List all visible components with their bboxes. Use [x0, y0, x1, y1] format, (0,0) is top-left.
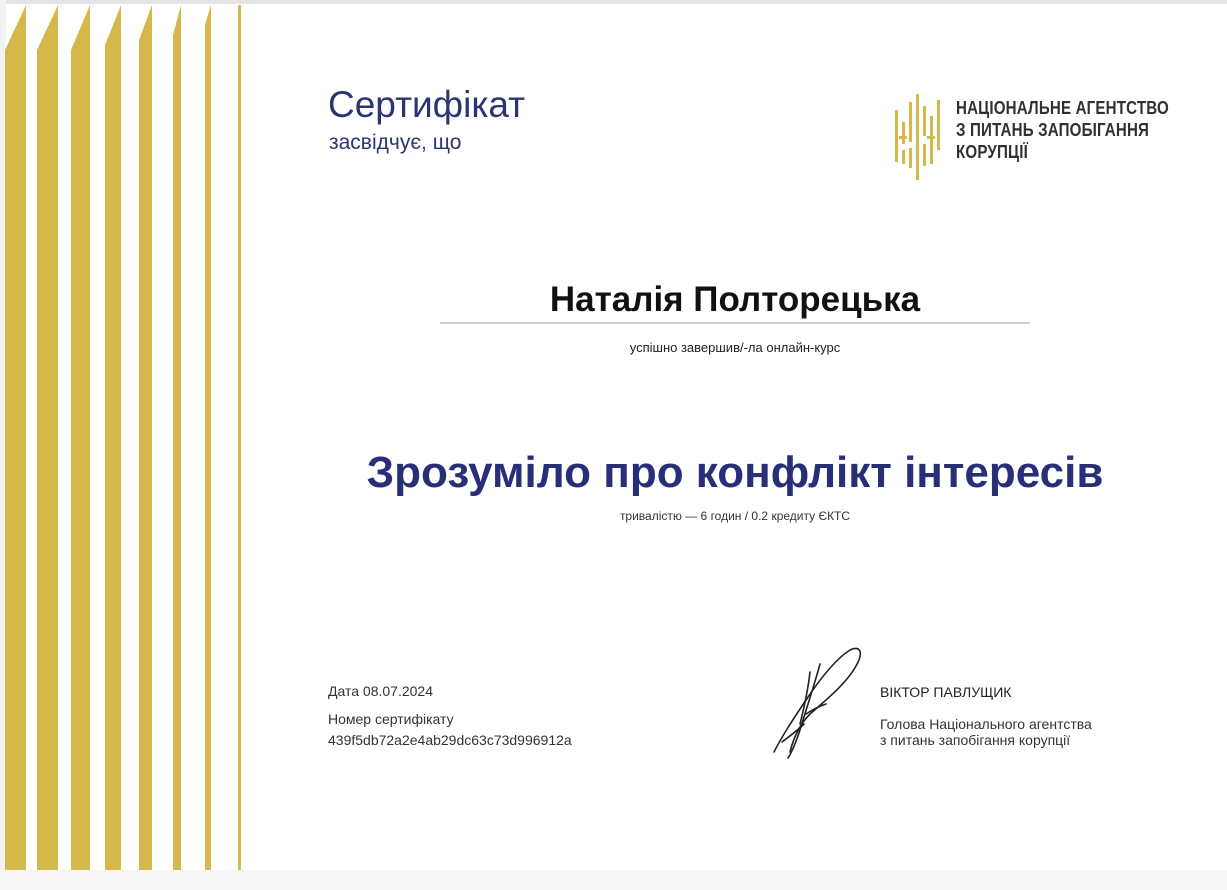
decorative-gold-stripes	[0, 0, 250, 870]
issue-date	[328, 683, 433, 699]
signatory-title-line: з питань запобігання корупції	[880, 732, 1071, 748]
gold-stripe	[205, 5, 211, 870]
handwritten-signature-icon	[760, 640, 870, 765]
course-title: Зрозуміло про конфлікт інтересів	[366, 448, 1104, 497]
course-duration: тривалістю — 6 годин / 0.2 кредиту ЄКТС	[619, 509, 851, 523]
certificate-title: Сертифікат	[328, 84, 526, 125]
agency-name	[956, 97, 1174, 163]
issue-date-label: Дата	[328, 683, 360, 699]
issue-date-value: 08.07.2024	[362, 683, 433, 699]
name-underline	[440, 322, 1030, 324]
gold-stripe	[173, 5, 181, 870]
agency-name-line: КОРУПЦІЇ	[956, 142, 1028, 162]
certificate-number-label: Номер сертифікату	[328, 711, 454, 727]
gold-stripe	[139, 5, 152, 870]
recipient-name: Наталія Полторецька	[549, 280, 921, 319]
gold-stripe	[105, 5, 121, 870]
gold-stripe	[71, 5, 90, 870]
signatory-title-line: Голова Національного агентства	[880, 716, 1092, 732]
gold-stripe	[238, 5, 241, 870]
completion-text: успішно завершив/-ла онлайн-курс	[629, 340, 841, 355]
gold-stripe	[37, 5, 58, 870]
gold-stripe	[5, 5, 26, 870]
signatory-name: ВІКТОР ПАВЛУЩИК	[880, 684, 1012, 700]
page-edge-bottom	[0, 870, 1227, 890]
nazk-logo-icon	[893, 92, 947, 182]
agency-name-line: З ПИТАНЬ ЗАПОБІГАННЯ	[956, 120, 1150, 140]
signatory-title	[880, 716, 1092, 748]
certificate-number-value: 439f5db72a2e4ab29dc63c73d996912a	[328, 732, 572, 748]
agency-name-line: НАЦІОНАЛЬНЕ АГЕНТСТВО	[956, 98, 1169, 118]
certificate-subtitle: засвідчує, що	[329, 131, 462, 154]
